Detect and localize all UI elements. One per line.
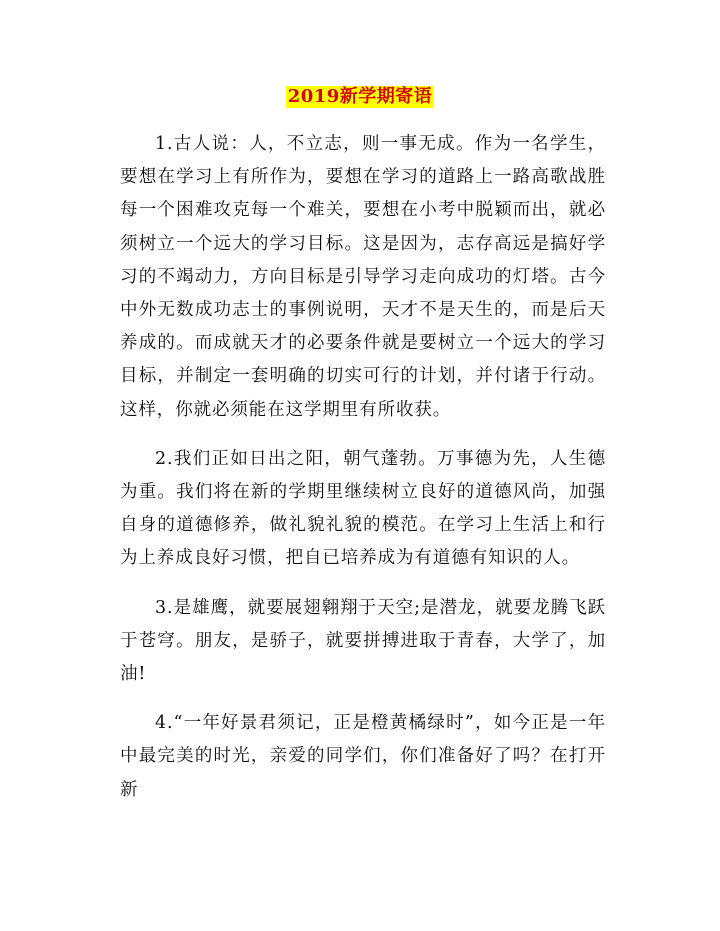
paragraph-1: 1.古人说：人，不立志，则一事无成。作为一名学生，要想在学习上有所作为，要想在学习的道路上一路高歌战胜每一个困难攻克每一个难关，要想在小考中脱颖而出，就必须树立一个远大的学习目标。这是因为，志存高远是搞好学习的不竭动力，方向目标是引导学习走向成功的灯塔。古今中外无数成功志士的事例说明，天才不是天生的，而是后天养成的。而成就天才的必要条件就是要树立一个远大的学习目标，并制定一套明确的切实可行的计划，并付诸于行动。这样，你就必须能在这学期里有所收获。	[120, 134, 606, 420]
paragraph-3: 3.是雄鹰，就要展翅翱翔于天空;是潜龙，就要龙腾飞跃于苍穹。朋友，是骄子，就要拼搏进取于青春，大学了，加油!	[120, 597, 606, 685]
document-body	[120, 128, 606, 823]
paragraph-2: 2.我们正如日出之阳，朝气蓬勃。万事德为先，人生德为重。我们将在新的学期里继续树立良好的道德风尚，加强自身的道德修养，做礼貌礼貌的模范。在学习上生活上和行为上养成良好习惯，把自已培养成为有道德有知识的人。	[120, 448, 606, 569]
paragraph-4: 4.“一年好景君须记，正是橙黄橘绿时”，如今正是一年中最完美的时光，亲爱的同学们，你们准备好了吗？在打开新	[120, 713, 606, 800]
title-container	[0, 86, 720, 108]
document-title: 2019新学期寄语	[287, 86, 433, 107]
